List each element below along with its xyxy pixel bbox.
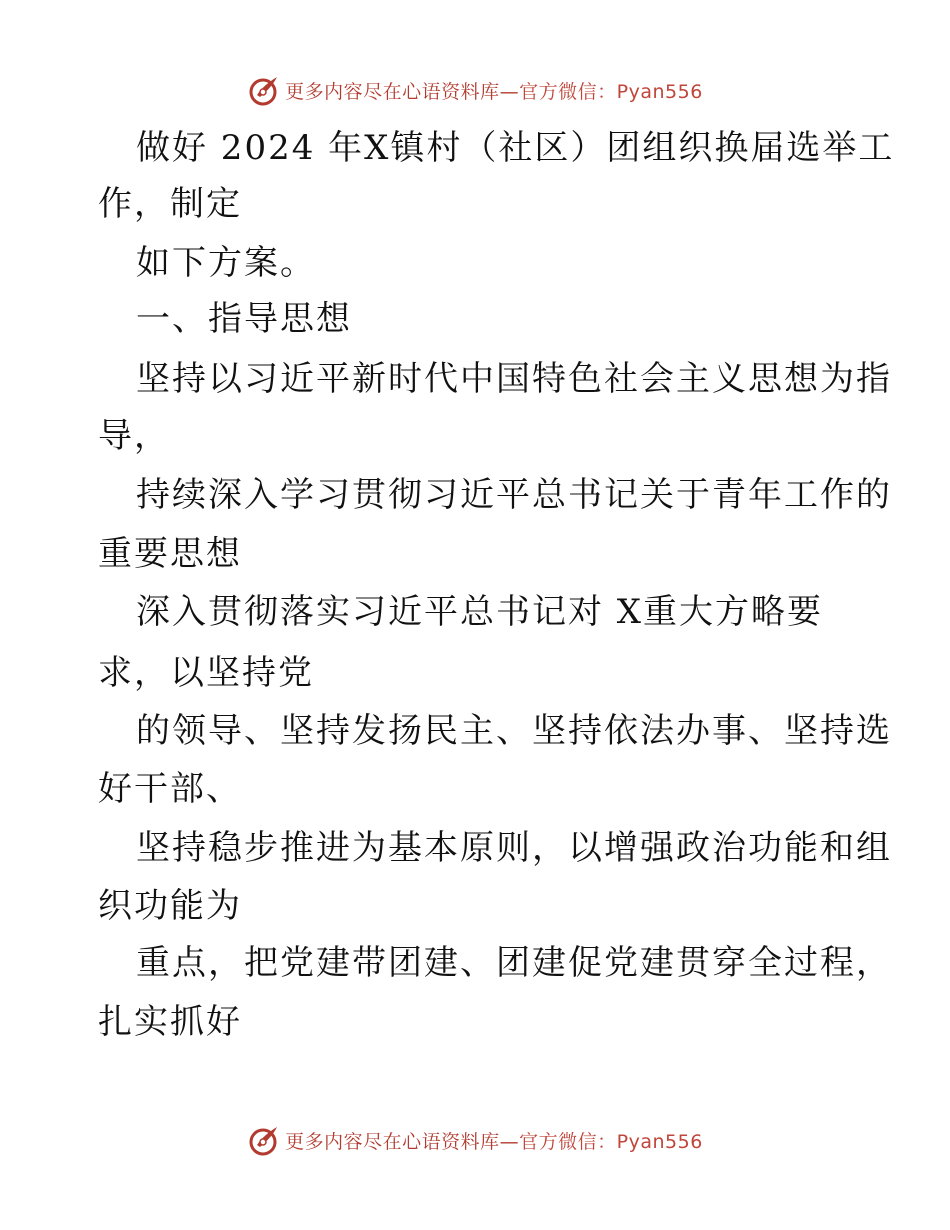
paragraph-line: 的领导、坚持发扬民主、坚持依法办事、坚持选 xyxy=(136,711,892,751)
paragraph-line: 求，以坚持党 xyxy=(98,653,314,693)
paragraph-line: 织功能为 xyxy=(98,886,242,926)
paragraph-line: 坚持以习近平新时代中国特色社会主义思想为指 xyxy=(136,359,892,399)
quill-pen-logo-icon xyxy=(247,73,281,107)
paragraph-line: 作，制定 xyxy=(98,184,242,224)
watermark-text xyxy=(285,77,703,104)
section-heading: 一、指导思想 xyxy=(136,299,352,339)
watermark-text xyxy=(285,1127,703,1154)
paragraph-line: 重点，把党建带团建、团建促党建贯穿全过程， xyxy=(136,943,892,983)
header-watermark xyxy=(0,70,950,110)
paragraph-line: 持续深入学习贯彻习近平总书记关于青年工作的 xyxy=(136,475,892,515)
watermark-wechat-text: 官方微信：Pyan556 xyxy=(519,1130,703,1153)
paragraph-line: 扎实抓好 xyxy=(98,1002,242,1042)
paragraph-line: 深入贯彻落实习近平总书记对 X重大方略要 xyxy=(136,592,824,632)
watermark-left-text: 更多内容尽在心语资料库 xyxy=(285,1130,500,1153)
paragraph-line: 好干部、 xyxy=(98,769,242,809)
footer-watermark xyxy=(0,1120,950,1160)
paragraph-line: 如下方案。 xyxy=(136,243,316,283)
watermark-left-text: 更多内容尽在心语资料库 xyxy=(285,80,500,103)
paragraph-line: 导， xyxy=(98,416,170,456)
watermark-separator: — xyxy=(499,80,520,103)
watermark-separator: — xyxy=(499,1130,520,1153)
quill-pen-logo-icon xyxy=(247,1123,281,1157)
watermark-wechat-text: 官方微信：Pyan556 xyxy=(519,80,703,103)
paragraph-line: 坚持稳步推进为基本原则，以增强政治功能和组 xyxy=(136,828,892,868)
paragraph-line: 重要思想 xyxy=(98,534,242,574)
paragraph-line: 做好 2024 年X镇村（社区）团组织换届选举工 xyxy=(136,128,895,168)
